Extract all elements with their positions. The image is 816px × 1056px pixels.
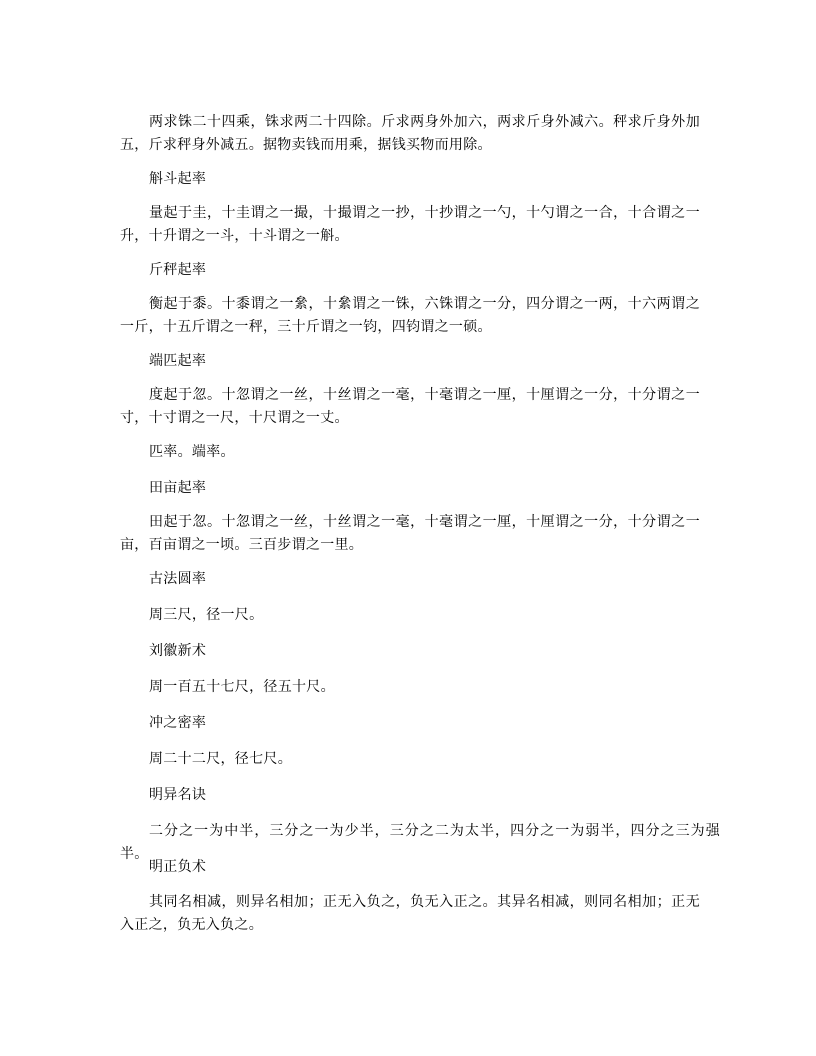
section-heading-zu-chongzhi-ratio: 冲之密率 [149, 715, 207, 731]
section-heading-ancient-circle-ratio: 古法圆率 [149, 571, 207, 587]
paragraph-area-units: 田起于忽。十忽谓之一丝，十丝谓之一毫，十毫谓之一厘，十厘谓之一分，十分谓之一亩，百亩谓之一顷。三百步谓之一里。 [120, 514, 700, 553]
section-heading-fraction-names: 明异名诀 [149, 787, 207, 803]
paragraph-volume-units: 量起于圭，十圭谓之一撮，十撮谓之一抄，十抄谓之一勺，十勺谓之一合，十合谓之一升，十升谓之一斗，十斗谓之一斛。 [120, 205, 700, 244]
paragraph-positive-negative: 其同名相减，则异名相加；正无入负之，负无入正之。其异名相减，则同名相加；正无入正之，负无入负之。 [120, 894, 700, 933]
paragraph-zu-chongzhi-ratio: 周二十二尺，径七尺。 [149, 751, 292, 767]
paragraph-liu-hui-method: 周一百五十七尺，径五十尺。 [149, 679, 335, 695]
section-heading-weight-units: 斤秤起率 [149, 262, 207, 278]
paragraph-weight-units: 衡起于黍。十黍谓之一絫，十絫谓之一铢，六铢谓之一分，四分谓之一两，十六两谓之一斤，十五斤谓之一秤，三十斤谓之一钧，四钧谓之一硕。 [120, 296, 700, 335]
paragraph-weight-conversion: 两求铢二十四乘，铢求两二十四除。斤求两身外加六，两求斤身外减六。秤求斤身外加五，斤求秤身外减五。据物卖钱而用乘，据钱买物而用除。 [120, 114, 700, 153]
section-heading-liu-hui-method: 刘徽新术 [149, 643, 207, 659]
section-heading-positive-negative: 明正负术 [149, 859, 207, 875]
section-heading-area-units: 田亩起率 [149, 480, 207, 496]
section-heading-length-units: 端匹起率 [149, 353, 207, 369]
paragraph-cloth-rates: 匹率。端率。 [149, 444, 235, 460]
paragraph-length-units: 度起于忽。十忽谓之一丝，十丝谓之一毫，十毫谓之一厘，十厘谓之一分，十分谓之一寸，十寸谓之一尺，十尺谓之一丈。 [120, 387, 700, 426]
paragraph-ancient-circle-ratio: 周三尺，径一尺。 [149, 607, 264, 623]
paragraph-fraction-names: 二分之一为中半，三分之一为少半，三分之二为太半，四分之一为弱半，四分之三为强半。 [120, 823, 720, 862]
section-heading-volume-units: 斛斗起率 [149, 171, 207, 187]
